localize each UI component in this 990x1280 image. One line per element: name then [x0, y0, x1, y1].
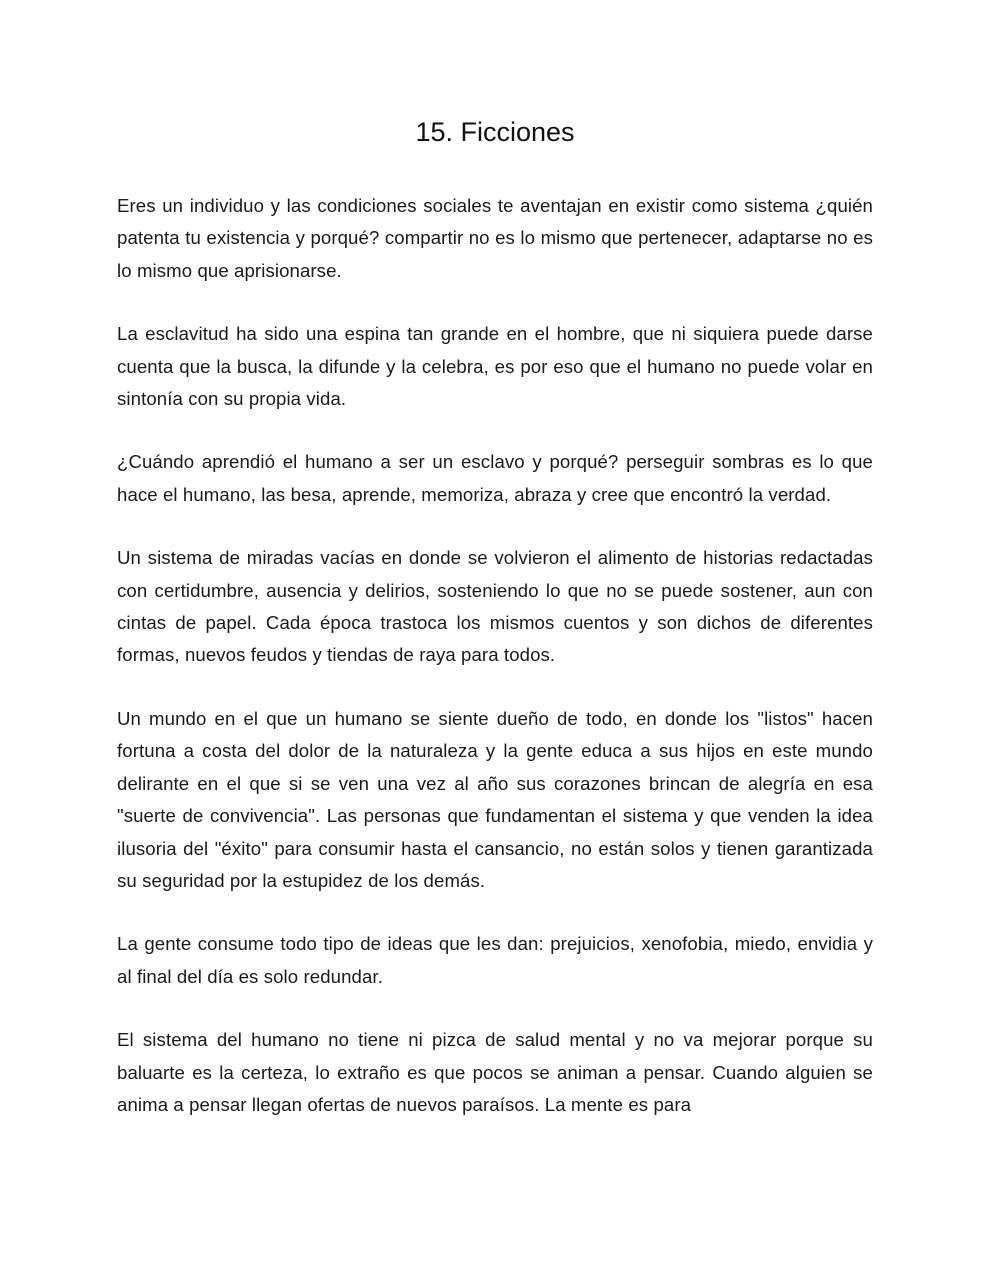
- chapter-title: 15. Ficciones: [415, 117, 575, 147]
- paragraph-6: La gente consume todo tipo de ideas que les dan: prejuicios, xenofobia, miedo, envidia y al final del día es solo redundar.: [117, 933, 873, 987]
- paragraph-2: La esclavitud ha sido una espina tan grande en el hombre, que ni siquiera puede darse cuenta que la busca, la difunde y la celebra, es por eso que el humano no puede volar en sintonía con su propia vida.: [117, 323, 873, 410]
- paragraph-3: ¿Cuándo aprendió el humano a ser un esclavo y porqué? perseguir sombras es lo que hace el humano, las besa, aprende, memoriza, abraza y cree que encontró la verdad.: [117, 451, 873, 505]
- paragraph-4: Un sistema de miradas vacías en donde se volvieron el alimento de historias redactadas con certidumbre, ausencia y delirios, sosteniendo lo que no se puede sostener, aun con cintas de papel. Cada época trastoca los mismos cuentos y son dichos de diferentes formas, nuevos feudos y tiendas de raya para todos.: [117, 547, 873, 666]
- paragraph-5: Un mundo en el que un humano se siente dueño de todo, en donde los "listos" hacen fortuna a costa del dolor de la naturaleza y la gente educa a sus hijos en este mundo delirante en el que si se ven una vez al año sus corazones brincan de alegría en esa "suerte de convivencia". Las personas que fundamentan el sistema y que venden la idea ilusoria del "éxito" para consumir hasta el cansancio, no están solos y tienen garantizada su seguridad por la estupidez de los demás.: [117, 707, 873, 891]
- paragraph-7: El sistema del humano no tiene ni pizca de salud mental y no va mejorar porque su baluarte es la certeza, lo extraño es que pocos se animan a pensar. Cuando alguien se anima a pensar llegan ofertas de nuevos paraísos. La mente es para: [117, 1029, 873, 1115]
- paragraph-1: Eres un individuo y las condiciones sociales te aventajan en existir como sistema ¿quién patenta tu existencia y porqué? compartir no es lo mismo que pertenecer, adaptarse no es lo mismo que aprisionarse.: [117, 195, 873, 281]
